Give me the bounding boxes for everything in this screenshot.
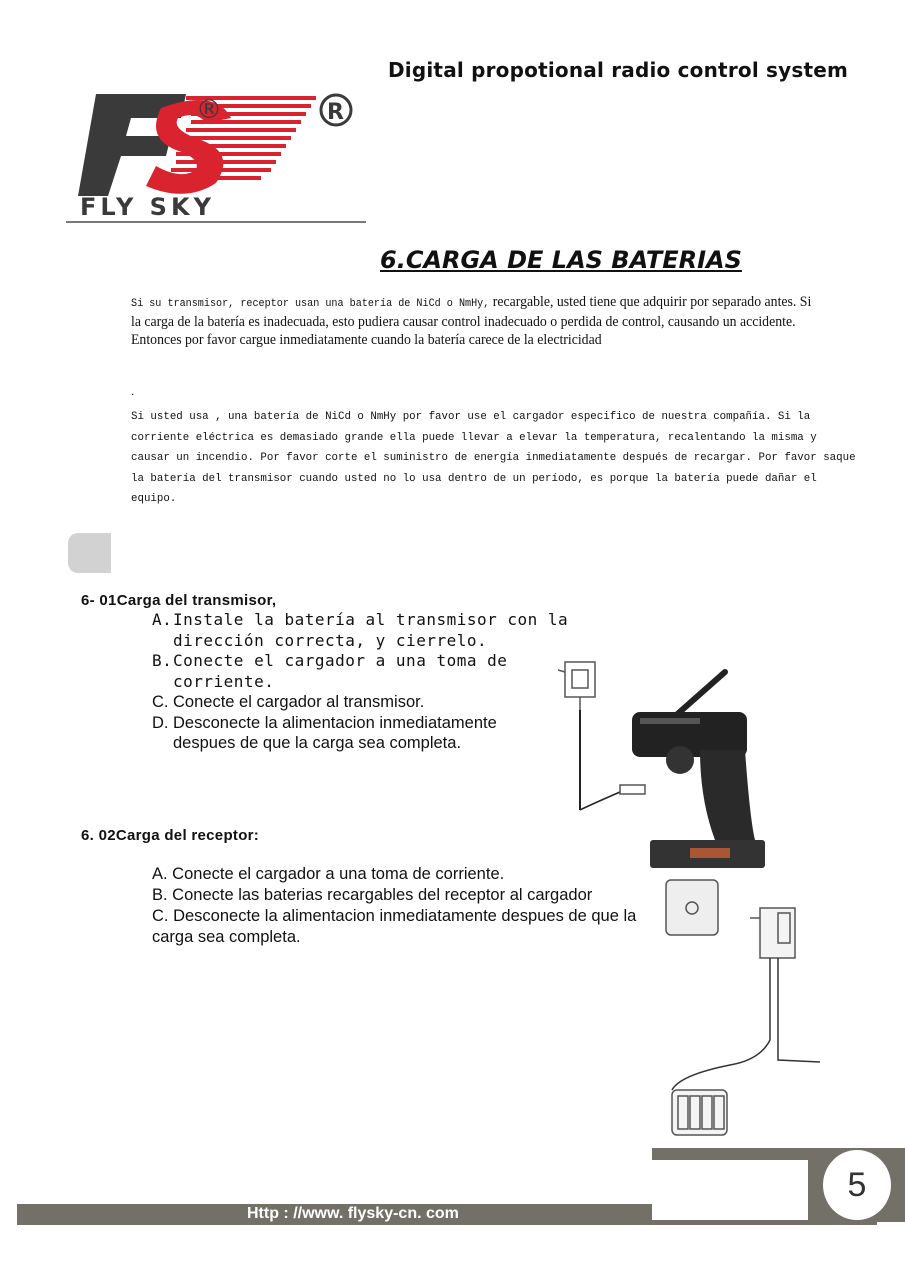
- receiver-charger-image: [666, 880, 820, 1135]
- section-tab-marker: [68, 533, 111, 573]
- list-item-label: B.: [152, 651, 173, 670]
- stray-dot: .: [131, 384, 135, 398]
- intro-paragraph-1: [131, 293, 812, 349]
- footer-url: Http : //www. flysky-cn. com: [247, 1205, 459, 1222]
- intro-paragraph-1-rest: recargable, usted tiene que adquirir por separado antes. Si la carga de la batería es inadecuada, esto pudiera causar control inadecuado o perdida de control, causando un accidente. Entonces por favor cargue inmediatamente cuando la batería carece de la electricidad: [131, 294, 812, 348]
- transmitter-steps-list: [152, 610, 607, 754]
- list-item-text: Conecte el cargador al transmisor.: [173, 693, 425, 711]
- flysky-logo-graphic: [66, 88, 366, 224]
- list-item-text: Desconecte la alimentacion inmediatamente despues de que la carga sea completa.: [173, 713, 497, 752]
- footer-decoration-panel: [652, 1160, 808, 1220]
- list-item: [152, 713, 537, 754]
- document-header-title: Digital propotional radio control system: [388, 58, 849, 82]
- transmitter-image: [632, 672, 765, 868]
- list-item: A. Conecte el cargador a una toma de corriente.: [152, 865, 505, 883]
- list-item-text: Conecte el cargador a una toma de corriente.: [173, 651, 508, 691]
- list-item: C. Desconecte la alimentacion inmediatamente despues de que la carga sea completa.: [152, 907, 637, 946]
- receiver-section-heading: 6. 02Carga del receptor:: [81, 827, 260, 844]
- list-item-label: A.: [152, 610, 173, 629]
- page-number: 5: [823, 1150, 891, 1220]
- intro-paragraph-2: Si usted usa , una batería de NiCd o NmHy por favor use el cargador especifico de nuestra compañía. Si la corriente eléctrica es demasiado grande ella puede llevar a elevar la temperatura, recalentando la misma y causar un incendio. Por favor corte el suministro de energía inmediatamente después de recargar. Por favor saque la batería del transmisor cuando usted no lo usa dentro de un período, es porque la batería puede dañar el equipo.: [131, 411, 856, 506]
- section-title: 6.CARGA DE LAS BATERIAS: [380, 246, 742, 274]
- list-item: [152, 610, 607, 651]
- list-item: [152, 651, 537, 692]
- svg-text:R: R: [327, 100, 344, 125]
- flysky-logo: [66, 88, 366, 224]
- intro-paragraph-1-start: Si su transmisor, receptor usan una batería de NiCd o NmHy,: [131, 298, 490, 310]
- transmitter-section-heading: 6- 01Carga del transmisor,: [81, 592, 277, 609]
- list-item: B. Conecte las baterias recargables del receptor al cargador: [152, 886, 593, 904]
- list-item-label: C.: [152, 693, 169, 711]
- logo-text: FLY SKY: [80, 193, 215, 221]
- list-item-text: Instale la batería al transmisor con la dirección correcta, y cierrelo.: [173, 610, 569, 650]
- list-item-label: D.: [152, 713, 169, 732]
- registered-mark: ®: [196, 95, 222, 125]
- list-item: [152, 692, 607, 713]
- charging-illustration: [550, 650, 830, 1150]
- wall-charger-image: [558, 662, 645, 810]
